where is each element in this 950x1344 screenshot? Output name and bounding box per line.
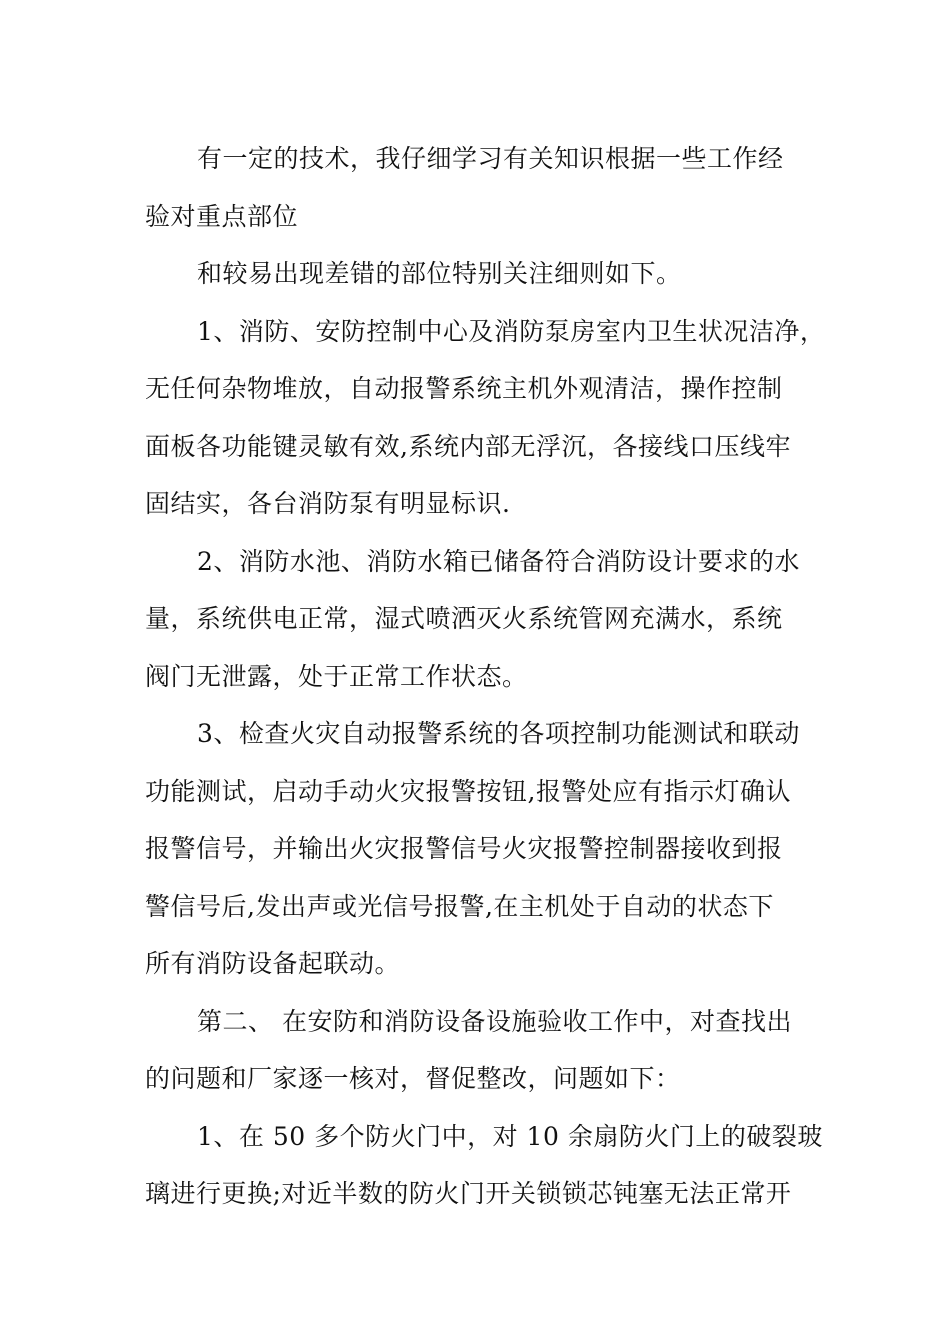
text-line: 报警信号，并输出火灾报警信号火灾报警控制器接收到报 <box>145 834 783 863</box>
text-line: 验对重点部位 <box>145 201 299 231</box>
text-line: 1、在 50 多个防火门中，对 10 余扇防火门上的破裂玻 <box>197 1121 823 1151</box>
text-line: 无任何杂物堆放，自动报警系统主机外观清洁，操作控制 <box>145 374 783 403</box>
text-line: 3、检查火灾自动报警系统的各项控制功能测试和联动 <box>197 719 800 748</box>
text-line: 面板各功能键灵敏有效,系统内部无浮沉，各接线口压线牢 <box>145 431 791 461</box>
text-line: 第二、 在安防和消防设备设施验收工作中，对查找出 <box>197 1006 792 1036</box>
text-line: 警信号后,发出声或光信号报警,在主机处于自动的状态下 <box>145 891 774 921</box>
text-line: 璃进行更换;对近半数的防火门开关锁锁芯钝塞无法正常开 <box>145 1179 792 1208</box>
document-body <box>145 130 826 1223</box>
text-line: 2、消防水池、消防水箱已储备符合消防设计要求的水 <box>197 546 800 576</box>
text-line: 1、消防、安防控制中心及消防泵房室内卫生状况洁净， <box>197 316 826 346</box>
text-line: 量，系统供电正常，湿式喷洒灭火系统管网充满水，系统 <box>145 604 783 633</box>
text-line: 和较易出现差错的部位特别关注细则如下。 <box>197 259 682 288</box>
text-line: 固结实，各台消防泵有明显标识. <box>145 489 511 518</box>
text-line: 功能测试，启动手动火灾报警按钮,报警处应有指示灯确认 <box>145 776 791 806</box>
text-line: 有一定的技术，我仔细学习有关知识根据一些工作经 <box>197 144 784 173</box>
text-line: 阀门无泄露，处于正常工作状态。 <box>145 661 528 691</box>
text-line: 所有消防设备起联动。 <box>145 949 401 978</box>
text-line: 的问题和厂家逐一核对，督促整改，问题如下： <box>145 1064 681 1093</box>
